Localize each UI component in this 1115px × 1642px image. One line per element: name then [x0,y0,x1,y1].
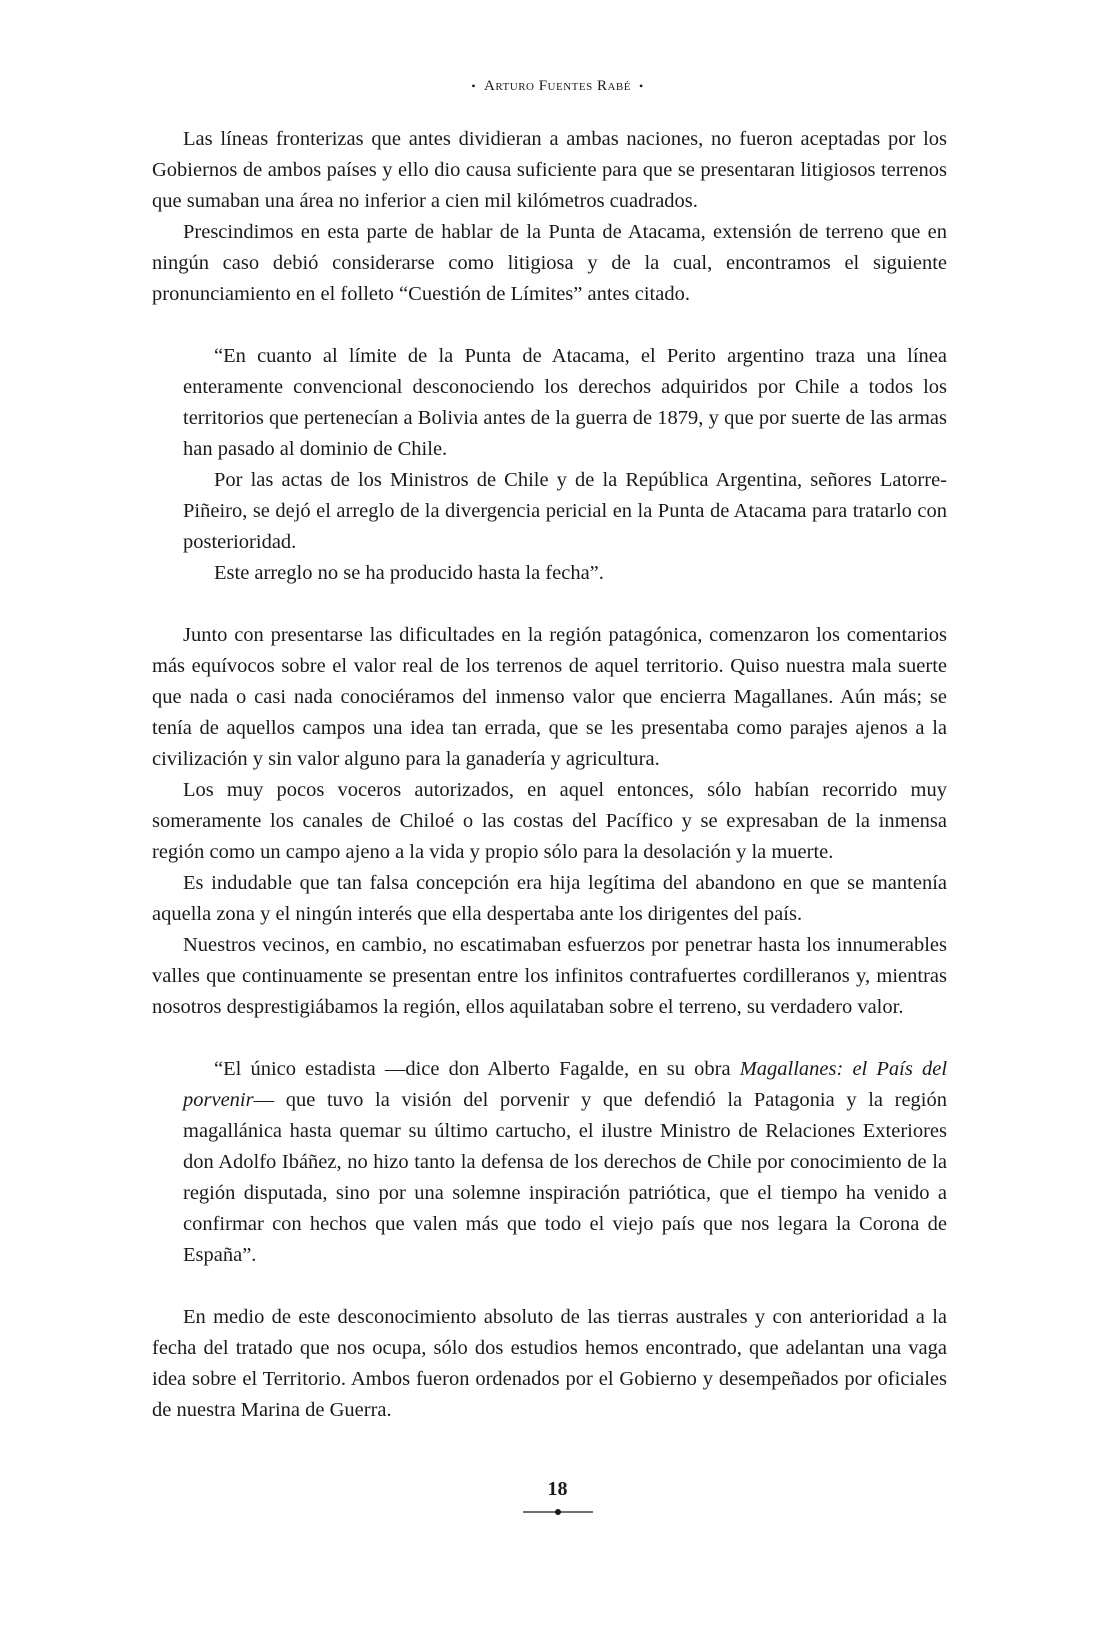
quote-1-paragraph-2: Por las actas de los Ministros de Chile y de la República Argentina, señores Latorre-Piñeiro, se dejó el arreglo de la divergencia pericial en la Punta de Atacama para tratarlo con posterioridad. [183,469,947,553]
quote-1-paragraph-3: Este arreglo no se ha producido hasta la fecha”. [214,562,604,584]
paragraph-3: Junto con presentarse las dificultades en la región patagónica, comenzaron los comentarios más equívocos sobre el valor real de los terrenos de aquel territorio. Quiso nuestra mala suerte que nada o casi nada conociéramos del inmenso valor que encierra Magallanes. Aún más; se tenía de aquellos campos una idea tan errada, que se les presentaba como parajes ajenos a la civilización y sin valor alguno para la ganadería y agricultura. [152,624,947,770]
header-dot-right: • [638,79,644,93]
paragraph-2: Prescindimos en esta parte de hablar de la Punta de Atacama, extensión de terreno que en ningún caso debió considerarse como litigiosa y de la cual, encontramos el siguiente pronunciamiento en el folleto “Cuestión de Límites” antes citado. [152,221,947,305]
quote-1-paragraph-1: “En cuanto al límite de la Punta de Atacama, el Perito argentino traza una línea enteramente convencional desconociendo los derechos adquiridos por Chile a todos los territorios que pertenecían a Bolivia antes de la guerra de 1879, y que por suerte de las armas han pasado al dominio de Chile. [183,345,947,460]
block-quote-1 [152,341,947,589]
ornament-rule-icon [523,1507,593,1517]
paragraph-1: Las líneas fronterizas que antes dividieran a ambas naciones, no fueron aceptadas por los Gobiernos de ambos países y ello dio causa suficiente para que se presentaran litigiosos terrenos que sumaban una área no inferior a cien mil kilómetros cuadrados. [152,128,947,212]
paragraph-4: Los muy pocos voceros autorizados, en aquel entonces, sólo habían recorrido muy someramente los canales de Chiloé o las costas del Pacífico y se expresaban de la inmensa región como un campo ajeno a la vida y propio sólo para la desolación y la muerte. [152,779,947,863]
book-title: Magallanes: el País del porvenir [183,1058,948,1111]
quote-2-paragraph [183,1054,947,1271]
page-number: 18 [547,1478,568,1500]
header-dot-left: • [471,79,477,93]
paragraph-6: Nuestros vecinos, en cambio, no escatimaban esfuerzos por penetrar hasta los innumerables valles que continuamente se presentan entre los infinitos contrafuertes cordilleranos y, mientras nosotros desprestigiábamos la región, ellos aquilataban sobre el terreno, su verdadero valor. [152,934,947,1018]
running-header [0,78,1115,95]
page-body [152,124,947,1426]
spacer [152,1271,947,1302]
spacer [152,1023,947,1054]
quote-2-rest: — que tuvo la visión del porvenir y que defendió la Patagonia y la región magallánica hasta quemar su último cartucho, el ilustre Ministro de Relaciones Exteriores don Adolfo Ibáñez, no hizo tanto la defensa de los derechos de Chile por conocimiento de la región disputada, sino por una solemne inspiración patriótica, que el tiempo ha venido a confirmar con hechos que valen más que todo el viejo país que nos legara la Corona de España”. [183,1089,947,1266]
spacer [152,310,947,341]
paragraph-5: Es indudable que tan falsa concepción era hija legítima del abandono en que se mantenía aquella zona y el ningún interés que ella despertaba ante los dirigentes del país. [152,872,947,925]
page-footer [0,1478,1115,1517]
quote-2-start: “El único estadista —dice don Alberto Fagalde, en su obra [214,1058,740,1080]
paragraph-7: En medio de este desconocimiento absoluto de las tierras australes y con anterioridad a la fecha del tratado que nos ocupa, sólo dos estudios hemos encontrado, que adelantan una vaga idea sobre el Territorio. Ambos fueron ordenados por el Gobierno y desempeñados por oficiales de nuestra Marina de Guerra. [152,1306,947,1421]
block-quote-2 [152,1054,947,1271]
running-title: Arturo Fuentes Rabé [484,78,631,94]
spacer [152,589,947,620]
